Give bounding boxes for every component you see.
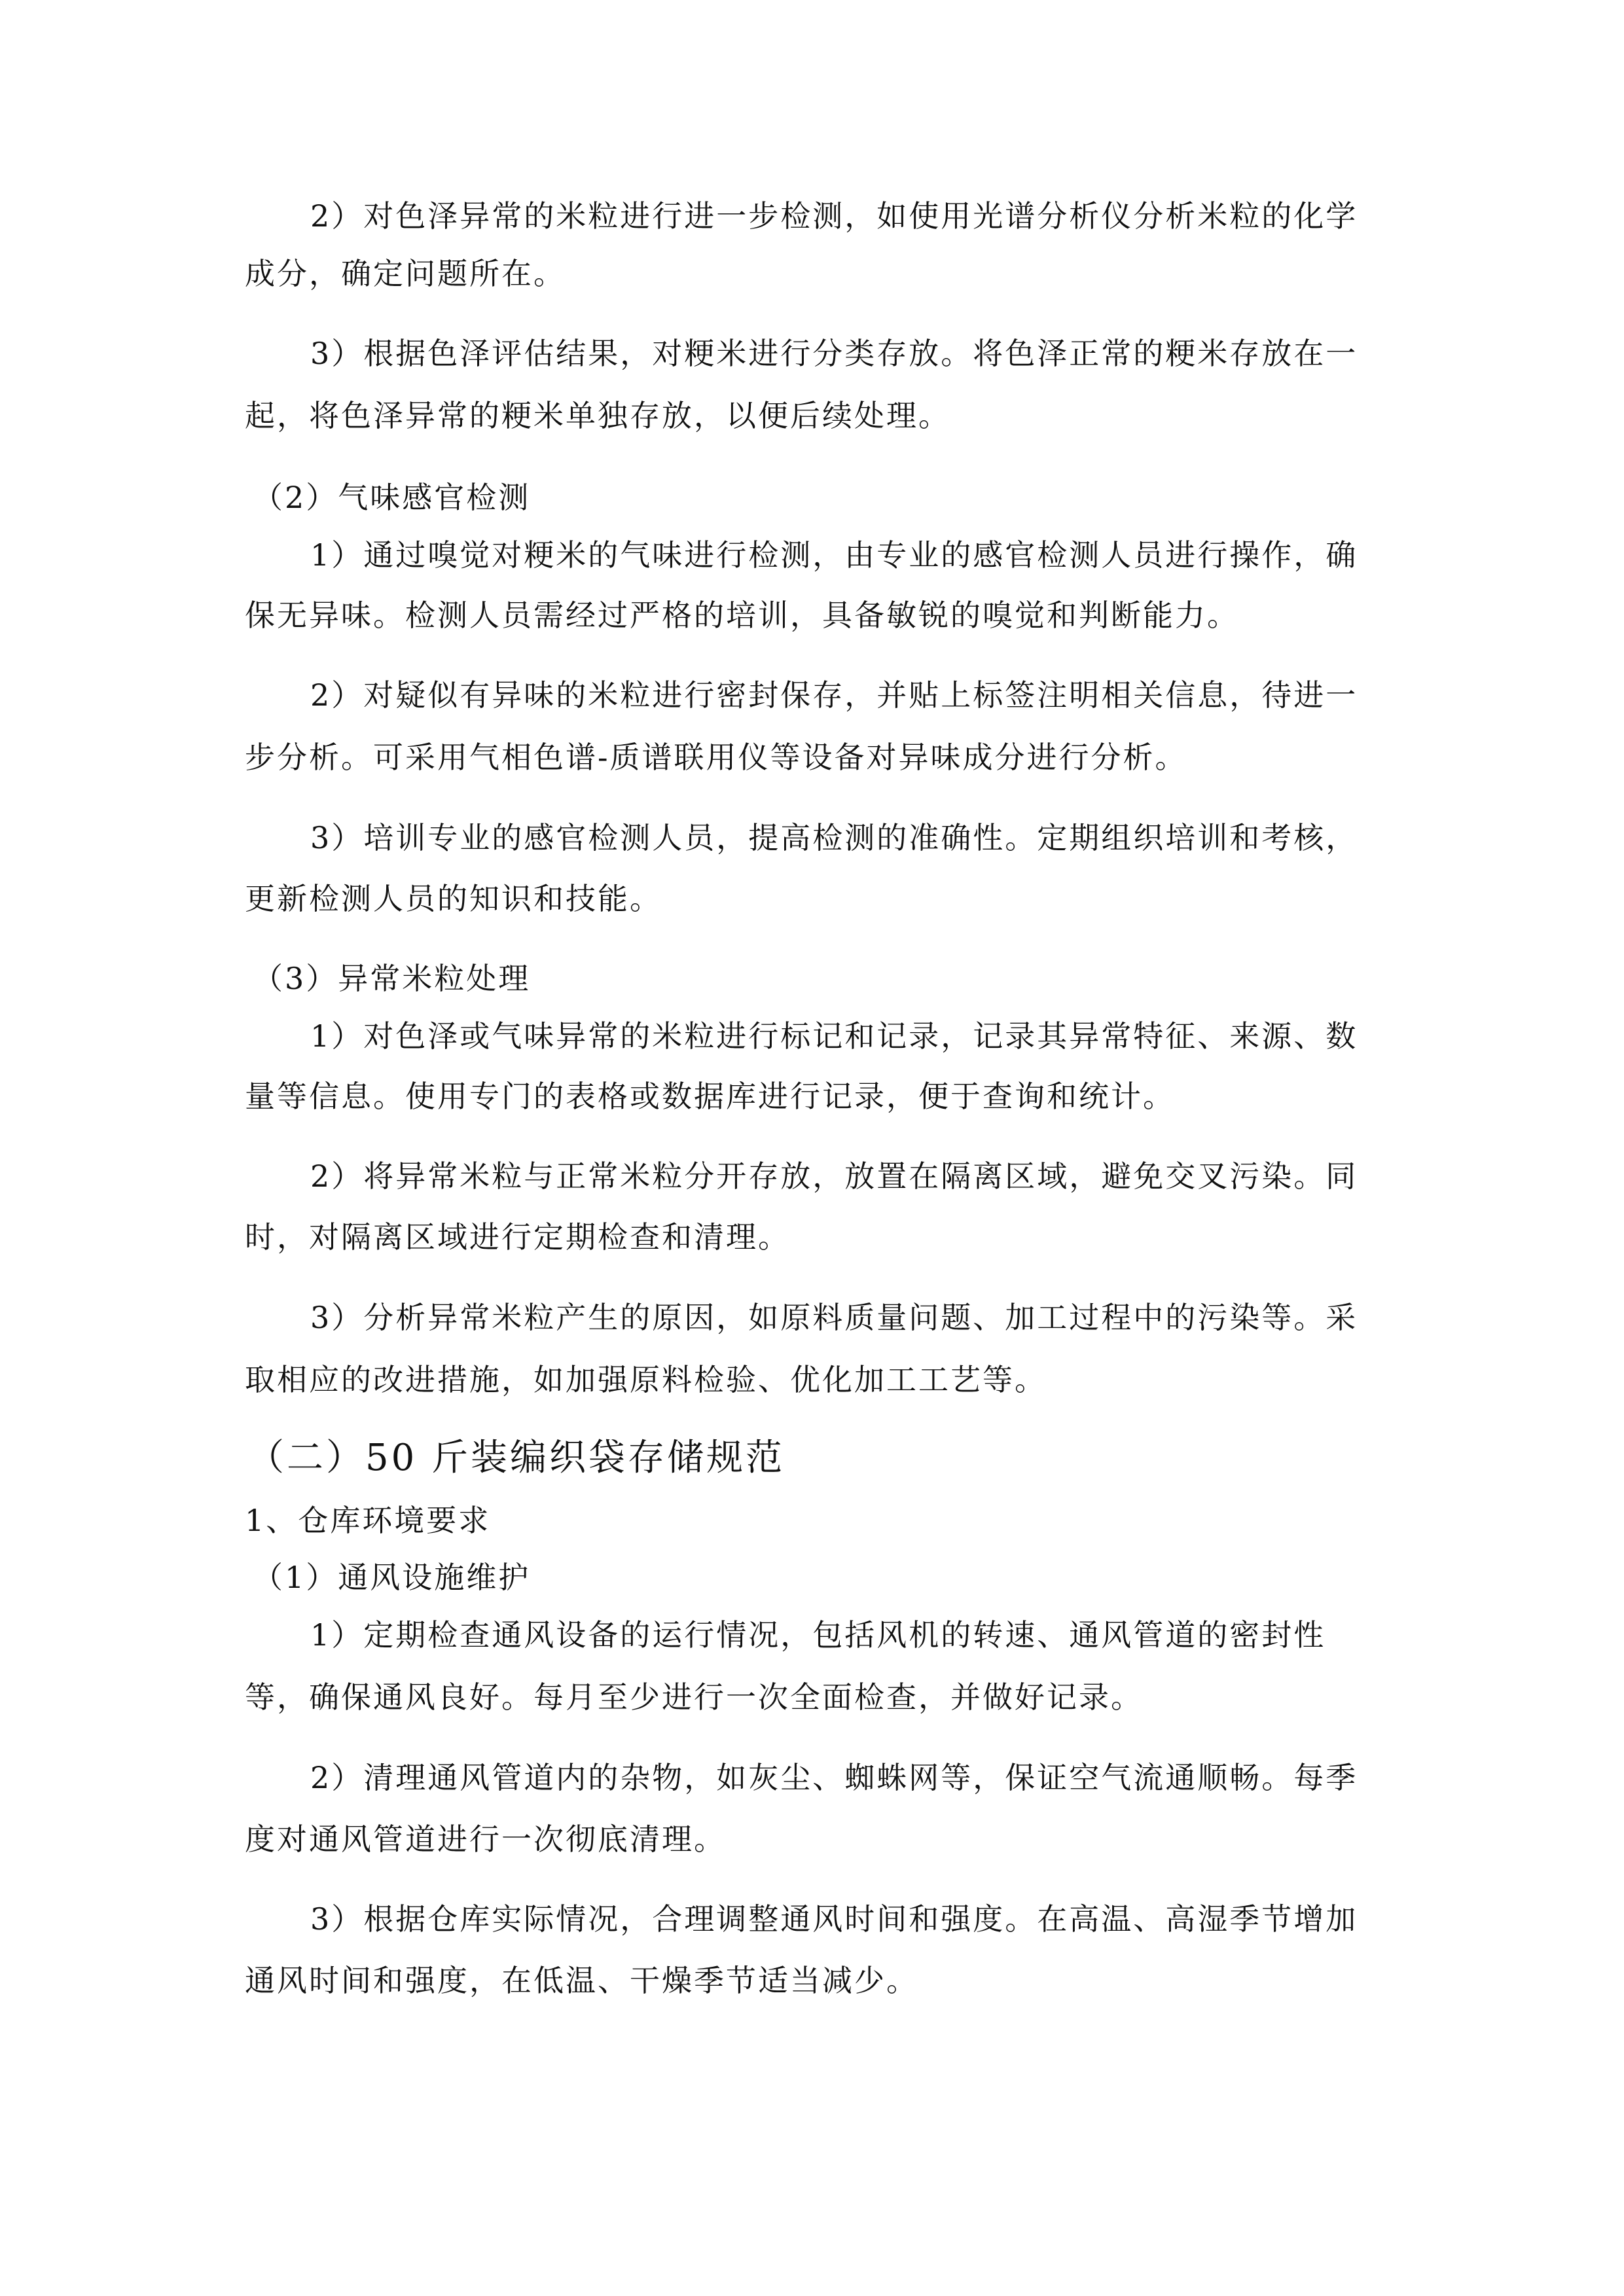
heading-warehouse-requirements: 1、仓库环境要求: [245, 1503, 491, 1538]
paragraph-line: 时，对隔离区域进行定期检查和清理。: [245, 1219, 790, 1255]
paragraph-line: 2）对色泽异常的米粒进行进一步检测，如使用光谱分析仪分析米粒的化学: [310, 198, 1358, 234]
paragraph-line: 起，将色泽异常的粳米单独存放，以便后续处理。: [245, 398, 950, 433]
paragraph-line: 更新检测人员的知识和技能。: [245, 881, 662, 916]
section-heading-storage-spec: （二）50 斤装编织袋存储规范: [247, 1437, 785, 1479]
paragraph-line: 1）通过嗅觉对粳米的气味进行检测，由专业的感官检测人员进行操作，确: [310, 537, 1358, 573]
paragraph-line: 量等信息。使用专门的表格或数据库进行记录，便于查询和统计。: [245, 1079, 1175, 1114]
paragraph-line: 取相应的改进措施，如加强原料检验、优化加工工艺等。: [245, 1362, 1047, 1397]
paragraph-line: 3）根据色泽评估结果，对粳米进行分类存放。将色泽正常的粳米存放在一: [310, 336, 1358, 371]
paragraph-line: 2）将异常米粒与正常米粒分开存放，放置在隔离区域，避免交叉污染。同: [310, 1158, 1358, 1194]
subsection-heading-abnormal-grains: （3）异常米粒处理: [253, 961, 531, 996]
paragraph-line: 2）对疑似有异味的米粒进行密封保存，并贴上标签注明相关信息，待进一: [310, 677, 1358, 713]
paragraph-line: 1）定期检查通风设备的运行情况，包括风机的转速、通风管道的密封性: [310, 1617, 1326, 1653]
subsection-heading-ventilation: （1）通风设施维护: [253, 1560, 531, 1595]
paragraph-line: 1）对色泽或气味异常的米粒进行标记和记录，记录其异常特征、来源、数: [310, 1018, 1358, 1054]
paragraph-line: 步分析。可采用气相色谱-质谱联用仪等设备对异味成分进行分析。: [245, 740, 1187, 775]
paragraph-line: 通风时间和强度，在低温、干燥季节适当减少。: [245, 1963, 918, 1998]
paragraph-line: 3）分析异常米粒产生的原因，如原料质量问题、加工过程中的污染等。采: [310, 1300, 1358, 1335]
paragraph-line: 2）清理通风管道内的杂物，如灰尘、蜘蛛网等，保证空气流通顺畅。每季: [310, 1760, 1358, 1795]
paragraph-line: 3）根据仓库实际情况，合理调整通风时间和强度。在高温、高湿季节增加: [310, 1901, 1358, 1937]
paragraph-line: 等，确保通风良好。每月至少进行一次全面检查，并做好记录。: [245, 1679, 1143, 1715]
paragraph-line: 成分，确定问题所在。: [245, 256, 566, 291]
paragraph-line: 3）培训专业的感官检测人员，提高检测的准确性。定期组织培训和考核，: [310, 820, 1358, 855]
paragraph-line: 度对通风管道进行一次彻底清理。: [245, 1821, 726, 1857]
subsection-heading-odor: （2）气味感官检测: [253, 480, 531, 515]
paragraph-line: 保无异味。检测人员需经过严格的培训，具备敏锐的嗅觉和判断能力。: [245, 598, 1239, 633]
